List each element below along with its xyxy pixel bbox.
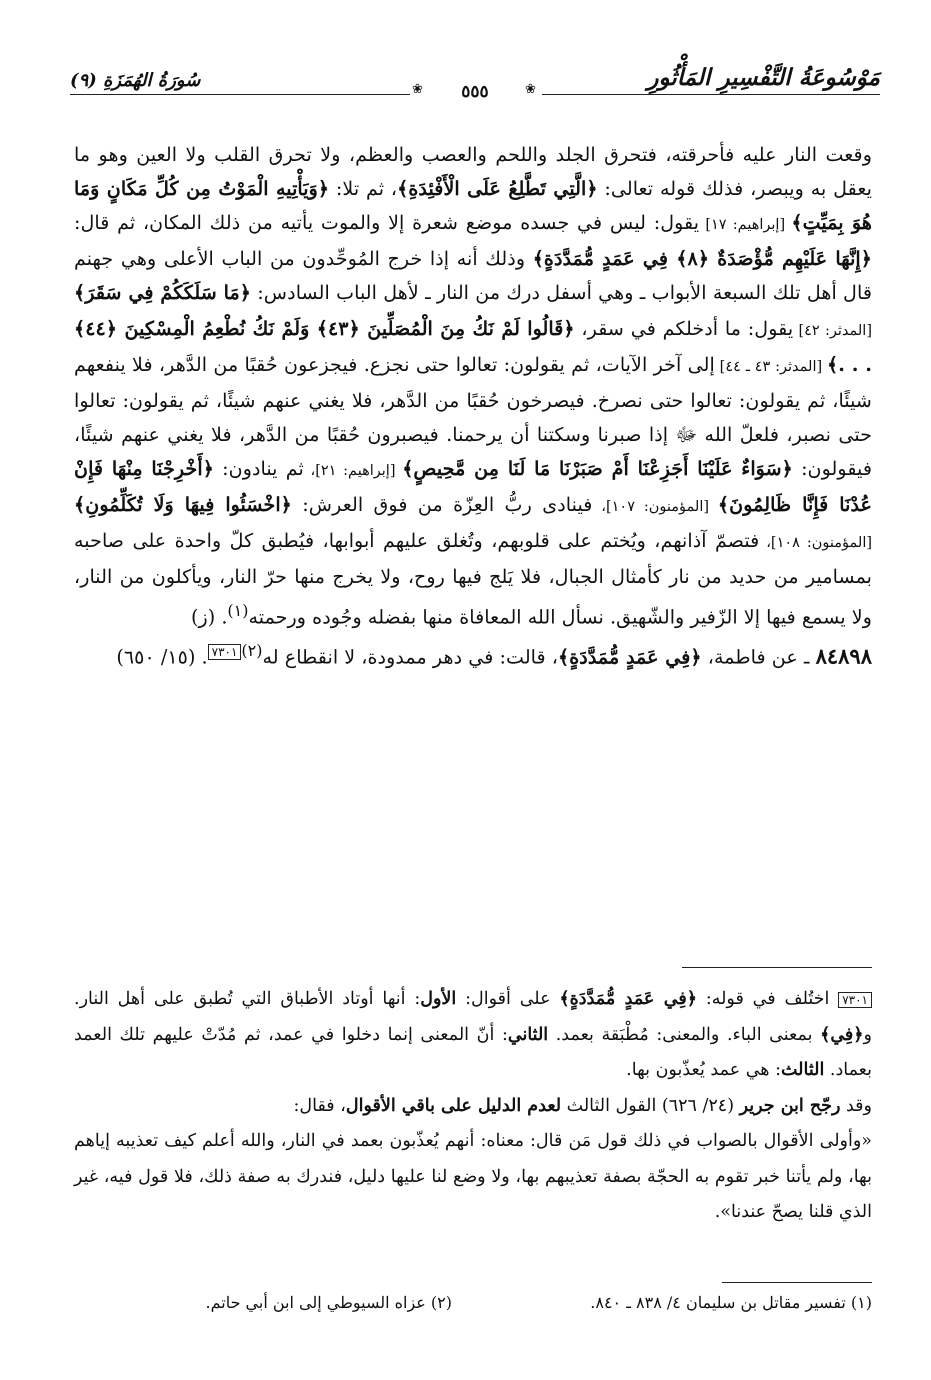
- footnote-marker: (١): [227, 601, 249, 620]
- bold-term: الأول: [420, 989, 457, 1009]
- verse-reference: [المدثر: ٤٢]: [793, 323, 872, 339]
- ornament-icon: ❀: [525, 82, 536, 97]
- narration-paragraph: [74, 634, 872, 674]
- text-run: فينادى ربُّ العِزّة من فوق العرش:: [291, 493, 593, 516]
- quran-verse: ﴿فِي﴾: [820, 1024, 864, 1045]
- quran-verse: ﴿إِنَّهَا عَلَيْهِم مُّؤْصَدَةٌ ﴿٨﴾ فِي عَمَدٍ مُّمَدَّدَةٍ﴾: [532, 247, 873, 270]
- text-run: ، فقال:: [293, 1095, 346, 1116]
- text-run: بمعنى الباء. والمعنى: مُطْبَقة بعمد.: [548, 1024, 821, 1045]
- text-run: ، ثم تلا:: [329, 177, 398, 200]
- verse-reference: [إبراهيم: ١٧]: [699, 217, 792, 233]
- commentary-section: [74, 982, 872, 1231]
- footnote-1: (١) تفسير مقاتل بن سليمان ٤/ ٨٣٨ ـ ٨٤٠.: [590, 1293, 872, 1312]
- bold-term: الثالث: [780, 1060, 825, 1080]
- text-run: ـ عن فاطمة،: [701, 645, 816, 669]
- ornament-icon: ❀: [412, 82, 423, 97]
- quran-verse: ﴿وَيَأْتِيهِ الْمَوْتُ مِن كُلِّ مَكَانٍ وَمَا هُوَ بِمَيِّتٍ﴾: [74, 177, 872, 234]
- bold-term: لعدم الدليل على باقي الأقوال: [345, 1095, 562, 1116]
- text-run: على أقوال:: [456, 989, 560, 1009]
- text-run: يقول: ليس في جسده موضع شعرة إلا والموت يأتيه من ذلك المكان، ثم قال:: [74, 211, 700, 234]
- text-run: (٢٤/ ٦٢٦) القول الثالث: [561, 1095, 740, 1116]
- bold-term: رجّح ابن جرير: [739, 1095, 841, 1116]
- header-rule-right: [542, 94, 880, 95]
- page-number: ٥٥٥: [461, 82, 489, 102]
- text-run: وقعت النار عليه فأحرقته، فتحرق الجلد واللحم والعصب والعظم، ولا تحرق القلب ولا العين وهو ما يعقل به ويبصر، فذلك قوله تعالى:: [74, 143, 872, 200]
- quran-verse: ﴿مَا سَلَكَكُمْ فِي سَقَرَ﴾: [74, 281, 252, 304]
- quran-verse: ﴿فِي عَمَدٍ مُّمَدَّدَةٍ﴾: [559, 989, 697, 1009]
- footnote-marker: (٢): [241, 641, 263, 661]
- text-run: وذلك أنه إذا خرج المُوحِّدون من الباب الأعلى وهي جهنم قال أهل تلك السبعة الأبواب ـ وهي أسفل درك من النار ـ لأهل الباب السادس:: [74, 247, 873, 304]
- header-rule-left: [70, 94, 410, 95]
- footnote-2: (٢) عزاه السيوطي إلى ابن أبي حاتم.: [205, 1293, 452, 1312]
- text-run: . (١٥/ ٦٥٠): [116, 645, 208, 669]
- commentary-tag: ٧٣٠١: [208, 644, 242, 660]
- quran-verse: ﴿سَوَاءٌ عَلَيْنَا أَجَزِعْنَا أَمْ صَبَرْنَا مَا لَنَا مِن مَّحِيصٍ﴾: [402, 457, 793, 480]
- verse-reference: [المؤمنون: ١٠٧]،: [592, 499, 718, 515]
- commentary-paragraph: [74, 1089, 872, 1125]
- book-title: مَوْسُوعَةُ التَّفْسِيرِ المَأْثُورِ: [647, 64, 880, 91]
- quran-verse: ﴿فِي عَمَدٍ مُّمَدَّدَةٍ﴾: [557, 645, 702, 669]
- text-run: ، قالت: في دهر ممدودة، لا انقطاع له: [262, 645, 558, 669]
- commentary-paragraph: [74, 982, 872, 1089]
- page-header: [70, 60, 880, 106]
- main-text: [74, 138, 872, 675]
- text-run: فتصمّ آذانهم، ويُختم على قلوبهم، وتُغلق عليهم أبوابها، فيُطبق كلّ واحدة على صاحبه بمسامير من حديد من نار كأمثال الجبال، فلا يَلج فيها روح، ولا يخرج منها حرّ النار، ويأكلون من النار، ولا يسمع فيها إلا الزّفير والشّهيق. نسأل الله المعافاة منها بفضله وجُوده ورحمته: [74, 529, 872, 629]
- footnotes: [74, 1293, 872, 1323]
- commentary-quote: «وأولى الأقوال بالصواب في ذلك قول مَن قال: معناه: أنهم يُعذّبون بعمد في النار، والله أعلم كيف تعذيبه إياهم بها، ولم يأتنا خبر تقوم به الحجّة بصفة تعذيبهم بها، ولا وضع لنا عليها دليل، فندرك به صفة ذلك، فلا قول فيه، غير الذي قلنا يصحّ عندنا».: [74, 1131, 872, 1222]
- text-run: ثم ينادون:: [213, 457, 304, 480]
- quran-verse: ﴿اخْسَئُوا فِيهَا وَلَا تُكَلِّمُونِ﴾: [74, 493, 292, 516]
- quran-verse: ﴿أَخْرِجْنَا مِنْهَا فَإِنْ عُدْنَا فَإِنَّا ظَالِمُونَ﴾: [74, 457, 872, 516]
- text-run: وقد: [840, 1095, 872, 1116]
- text-run: إلى آخر الآيات، ثم يقولون: تعالوا حتى نجزع. فيجزعون حُقبًا من الدَّهر، فلا ينفعهم شيئًا، ثم يقولون: تعالوا حتى نصرخ. فيصرخون حُقبًا من الدَّهر، فلا يغني عنهم شيئًا، ثم يقولون: تعالوا حتى نصبر، فلعلّ الله ﷻ إذا صبرنا وسكتنا أن يرحمنا. فيصبرون حُقبًا من الدَّهر، فلا يغني عنهم شيئًا، فيقولون:: [74, 353, 872, 480]
- verse-reference: [المدثر: ٤٣ ـ ٤٤]: [714, 359, 827, 375]
- text-run: : هي عمد يُعذّبون بها.: [626, 1060, 781, 1080]
- verse-reference: [إبراهيم: ٢١]،: [303, 463, 403, 479]
- quran-verse: ﴿قَالُوا لَمْ نَكُ مِنَ الْمُصَلِّينَ ﴿٤٣﴾ وَلَمْ نَكُ نُطْعِمُ الْمِسْكِينَ ﴿٤٤﴾ . . .﴾: [74, 317, 872, 376]
- verse-reference: [المؤمنون: ١٠٨]،: [759, 535, 872, 551]
- text-run: يقول: ما أدخلكم في سقر،: [574, 317, 794, 340]
- narration-paragraph: [74, 138, 872, 634]
- text-run: . (ز): [190, 605, 228, 629]
- surah-title: سُورَةُ الهُمَزَةِ (٩): [70, 70, 201, 91]
- text-run: : أنّ المعنى إنما دخلوا في عمد، ثم مُدّتْ عليهم تلك العمد بعماد.: [74, 1024, 872, 1080]
- commentary-tag: ٧٣٠١: [838, 992, 872, 1008]
- text-run: اختُلف في قوله:: [696, 989, 839, 1009]
- narration-number: ٨٤٨٩٨: [815, 643, 872, 669]
- text-run: : أنها أوتاد الأطباق التي تُطبق على أهل النار. و: [74, 989, 872, 1045]
- footnote-separator: [722, 1282, 872, 1283]
- commentary-separator: [682, 967, 872, 968]
- bold-term: الثاني: [507, 1024, 549, 1045]
- quran-verse: ﴿الَّتِي تَطَّلِعُ عَلَى الْأَفْئِدَةِ﴾: [397, 177, 598, 200]
